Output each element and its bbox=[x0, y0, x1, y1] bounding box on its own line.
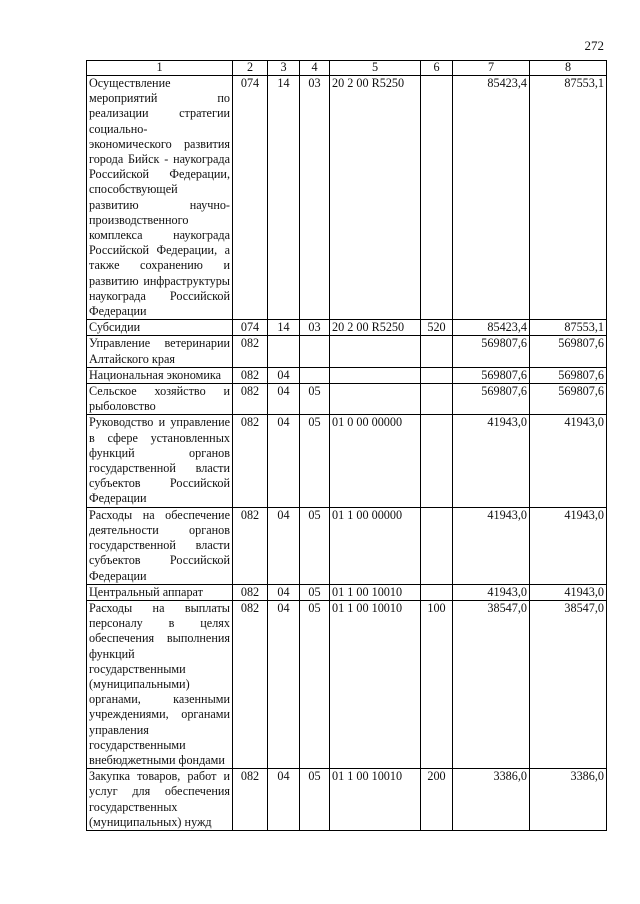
row-ministry-code: 082 bbox=[233, 415, 268, 507]
table-row bbox=[87, 76, 607, 320]
header-row bbox=[87, 61, 607, 76]
header-col-2: 2 bbox=[233, 61, 268, 76]
row-name: Управление ветеринарии Алтайского края bbox=[87, 336, 233, 367]
row-section: 04 bbox=[268, 384, 300, 415]
table-row bbox=[87, 384, 607, 415]
row-amount-year2: 569807,6 bbox=[530, 384, 607, 415]
row-expense-type bbox=[421, 367, 453, 383]
header-col-6: 6 bbox=[421, 61, 453, 76]
table-row bbox=[87, 415, 607, 507]
row-section bbox=[268, 336, 300, 367]
row-target-article: 20 2 00 R5250 bbox=[330, 76, 421, 320]
row-expense-type bbox=[421, 336, 453, 367]
row-section: 04 bbox=[268, 769, 300, 831]
row-amount-year2: 41943,0 bbox=[530, 507, 607, 584]
row-subsection: 03 bbox=[300, 76, 330, 320]
row-name: Национальная экономика bbox=[87, 367, 233, 383]
row-amount-year1: 85423,4 bbox=[453, 76, 530, 320]
row-name: Центральный аппарат bbox=[87, 584, 233, 600]
row-target-article bbox=[330, 367, 421, 383]
row-amount-year2: 41943,0 bbox=[530, 415, 607, 507]
row-target-article: 20 2 00 R5250 bbox=[330, 320, 421, 336]
row-amount-year2: 87553,1 bbox=[530, 76, 607, 320]
row-amount-year1: 569807,6 bbox=[453, 384, 530, 415]
table-row bbox=[87, 367, 607, 383]
row-name: Осуществление мероприятий по реализации стратегии социально-экономического развития города Бийск - наукограда Российской Федерации, способствующей развитию научно-производственного комплекса наукограда Российской Федерации, а также сохранению и развитию инфраструктуры наукограда Российской Федерации bbox=[87, 76, 233, 320]
row-amount-year1: 85423,4 bbox=[453, 320, 530, 336]
table-row bbox=[87, 584, 607, 600]
row-section: 14 bbox=[268, 320, 300, 336]
row-expense-type bbox=[421, 384, 453, 415]
row-amount-year1: 3386,0 bbox=[453, 769, 530, 831]
row-amount-year2: 41943,0 bbox=[530, 584, 607, 600]
header-col-7: 7 bbox=[453, 61, 530, 76]
row-amount-year1: 41943,0 bbox=[453, 584, 530, 600]
row-section: 04 bbox=[268, 367, 300, 383]
row-name: Сельское хозяйство и рыболовство bbox=[87, 384, 233, 415]
row-subsection: 05 bbox=[300, 769, 330, 831]
row-subsection bbox=[300, 367, 330, 383]
row-target-article bbox=[330, 384, 421, 415]
row-subsection: 03 bbox=[300, 320, 330, 336]
row-expense-type bbox=[421, 584, 453, 600]
row-ministry-code: 082 bbox=[233, 384, 268, 415]
row-amount-year1: 38547,0 bbox=[453, 600, 530, 768]
row-ministry-code: 082 bbox=[233, 584, 268, 600]
row-target-article: 01 1 00 10010 bbox=[330, 600, 421, 768]
row-expense-type: 200 bbox=[421, 769, 453, 831]
row-ministry-code: 082 bbox=[233, 336, 268, 367]
row-target-article: 01 1 00 10010 bbox=[330, 584, 421, 600]
row-section: 04 bbox=[268, 507, 300, 584]
row-section: 04 bbox=[268, 415, 300, 507]
row-expense-type: 100 bbox=[421, 600, 453, 768]
row-amount-year1: 41943,0 bbox=[453, 507, 530, 584]
row-expense-type bbox=[421, 415, 453, 507]
table-row bbox=[87, 600, 607, 768]
row-expense-type: 520 bbox=[421, 320, 453, 336]
row-ministry-code: 074 bbox=[233, 320, 268, 336]
row-amount-year1: 41943,0 bbox=[453, 415, 530, 507]
header-col-5: 5 bbox=[330, 61, 421, 76]
row-amount-year1: 569807,6 bbox=[453, 336, 530, 367]
header-col-8: 8 bbox=[530, 61, 607, 76]
row-target-article: 01 1 00 00000 bbox=[330, 507, 421, 584]
row-name: Закупка товаров, работ и услуг для обеспечения государственных (муниципальных) нужд bbox=[87, 769, 233, 831]
row-name: Расходы на обеспечение деятельности органов государственной власти субъектов Российской Федерации bbox=[87, 507, 233, 584]
row-ministry-code: 082 bbox=[233, 769, 268, 831]
row-amount-year2: 569807,6 bbox=[530, 336, 607, 367]
table-row bbox=[87, 320, 607, 336]
row-amount-year2: 3386,0 bbox=[530, 769, 607, 831]
row-name: Расходы на выплаты персоналу в целях обеспечения выполнения функций государственными (муниципальными) органами, казенными учреждениями, органами управления государственными внебюджетными фондами bbox=[87, 600, 233, 768]
row-amount-year1: 569807,6 bbox=[453, 367, 530, 383]
row-subsection: 05 bbox=[300, 384, 330, 415]
row-subsection: 05 bbox=[300, 507, 330, 584]
table-row bbox=[87, 507, 607, 584]
row-ministry-code: 082 bbox=[233, 507, 268, 584]
page-number: 272 bbox=[584, 38, 604, 53]
row-section: 04 bbox=[268, 584, 300, 600]
row-subsection bbox=[300, 336, 330, 367]
table-row bbox=[87, 769, 607, 831]
row-amount-year2: 87553,1 bbox=[530, 320, 607, 336]
row-ministry-code: 074 bbox=[233, 76, 268, 320]
row-expense-type bbox=[421, 507, 453, 584]
row-subsection: 05 bbox=[300, 600, 330, 768]
header-col-1: 1 bbox=[87, 61, 233, 76]
row-target-article bbox=[330, 336, 421, 367]
table-row bbox=[87, 336, 607, 367]
row-name: Субсидии bbox=[87, 320, 233, 336]
row-target-article: 01 0 00 00000 bbox=[330, 415, 421, 507]
row-subsection: 05 bbox=[300, 415, 330, 507]
header-col-4: 4 bbox=[300, 61, 330, 76]
row-section: 04 bbox=[268, 600, 300, 768]
row-amount-year2: 569807,6 bbox=[530, 367, 607, 383]
row-name: Руководство и управление в сфере установленных функций органов государственной власти субъектов Российской Федерации bbox=[87, 415, 233, 507]
row-section: 14 bbox=[268, 76, 300, 320]
row-ministry-code: 082 bbox=[233, 600, 268, 768]
row-amount-year2: 38547,0 bbox=[530, 600, 607, 768]
row-expense-type bbox=[421, 76, 453, 320]
budget-table bbox=[86, 60, 607, 831]
header-col-3: 3 bbox=[268, 61, 300, 76]
row-ministry-code: 082 bbox=[233, 367, 268, 383]
row-subsection: 05 bbox=[300, 584, 330, 600]
row-target-article: 01 1 00 10010 bbox=[330, 769, 421, 831]
